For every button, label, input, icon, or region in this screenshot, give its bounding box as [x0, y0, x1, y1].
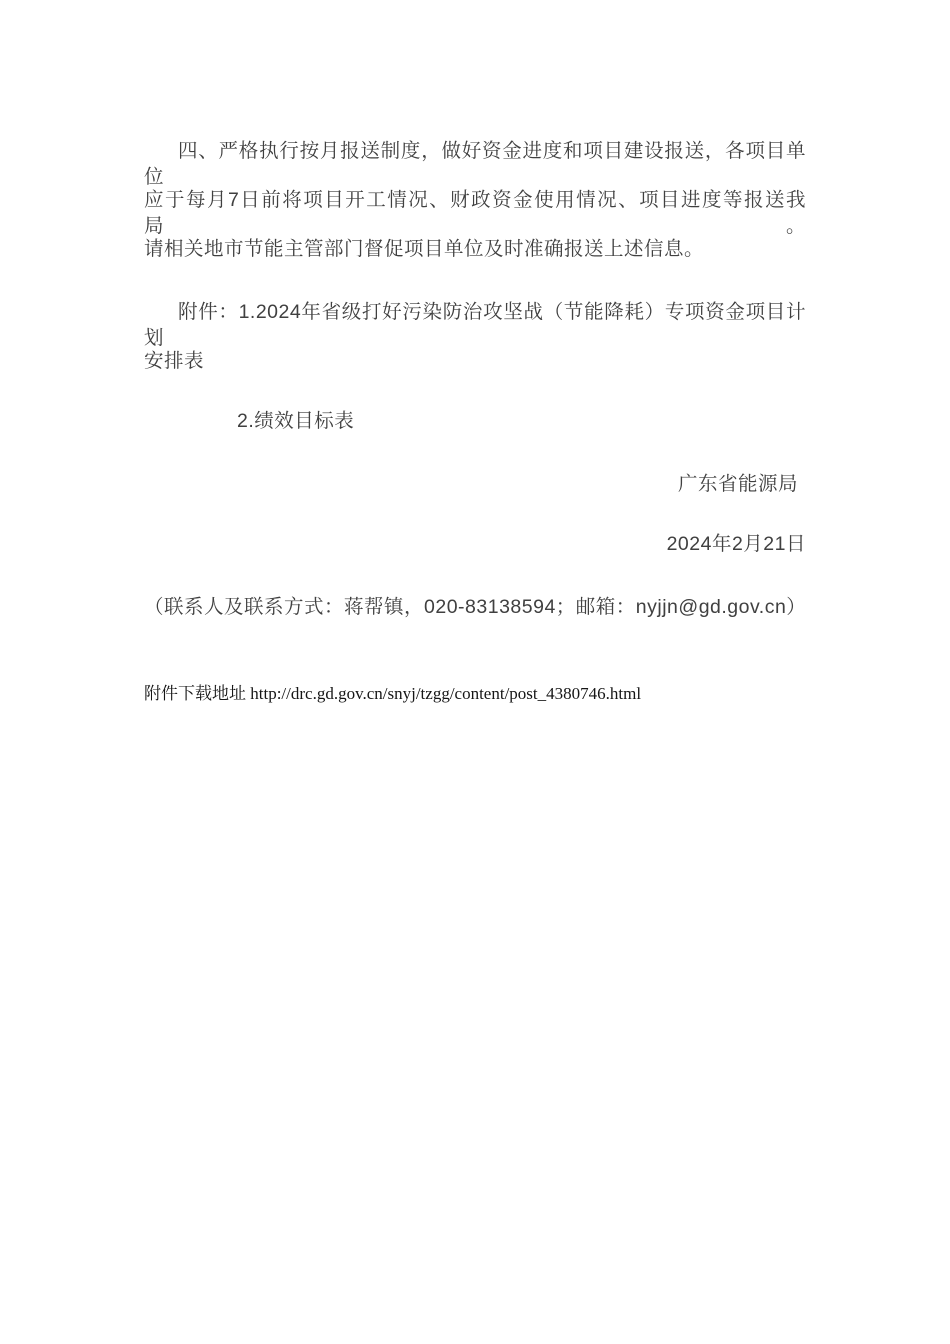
- attachment-line-1: 附件：1.2024年省级打好污染防治攻坚战（节能降耗）专项资金项目计划: [144, 301, 806, 349]
- body-paragraph-line-2: 应于每月7日前将项目开工情况、财政资金使用情况、项目进度等报送我局。: [144, 189, 806, 237]
- body-paragraph-line-1: 四、严格执行按月报送制度，做好资金进度和项目建设报送，各项目单位: [144, 140, 806, 188]
- attachment-item-2: 2.绩效目标表: [237, 410, 355, 432]
- download-address-url: http://drc.gd.gov.cn/snyj/tzgg/content/post_4380746.html: [250, 684, 642, 703]
- contact-info-line: （联系人及联系方式：蒋帮镇，020-83138594；邮箱：nyjjn@gd.gov.cn）: [144, 596, 807, 618]
- download-address-line: [144, 683, 806, 705]
- signature-date: 2024年2月21日: [666, 533, 806, 555]
- attachment-line-2: 安排表: [144, 350, 205, 372]
- download-address-label: 附件下载地址: [144, 684, 251, 703]
- body-paragraph-line-3: 请相关地市节能主管部门督促项目单位及时准确报送上述信息。: [144, 238, 705, 260]
- signature-agency: 广东省能源局: [677, 473, 798, 495]
